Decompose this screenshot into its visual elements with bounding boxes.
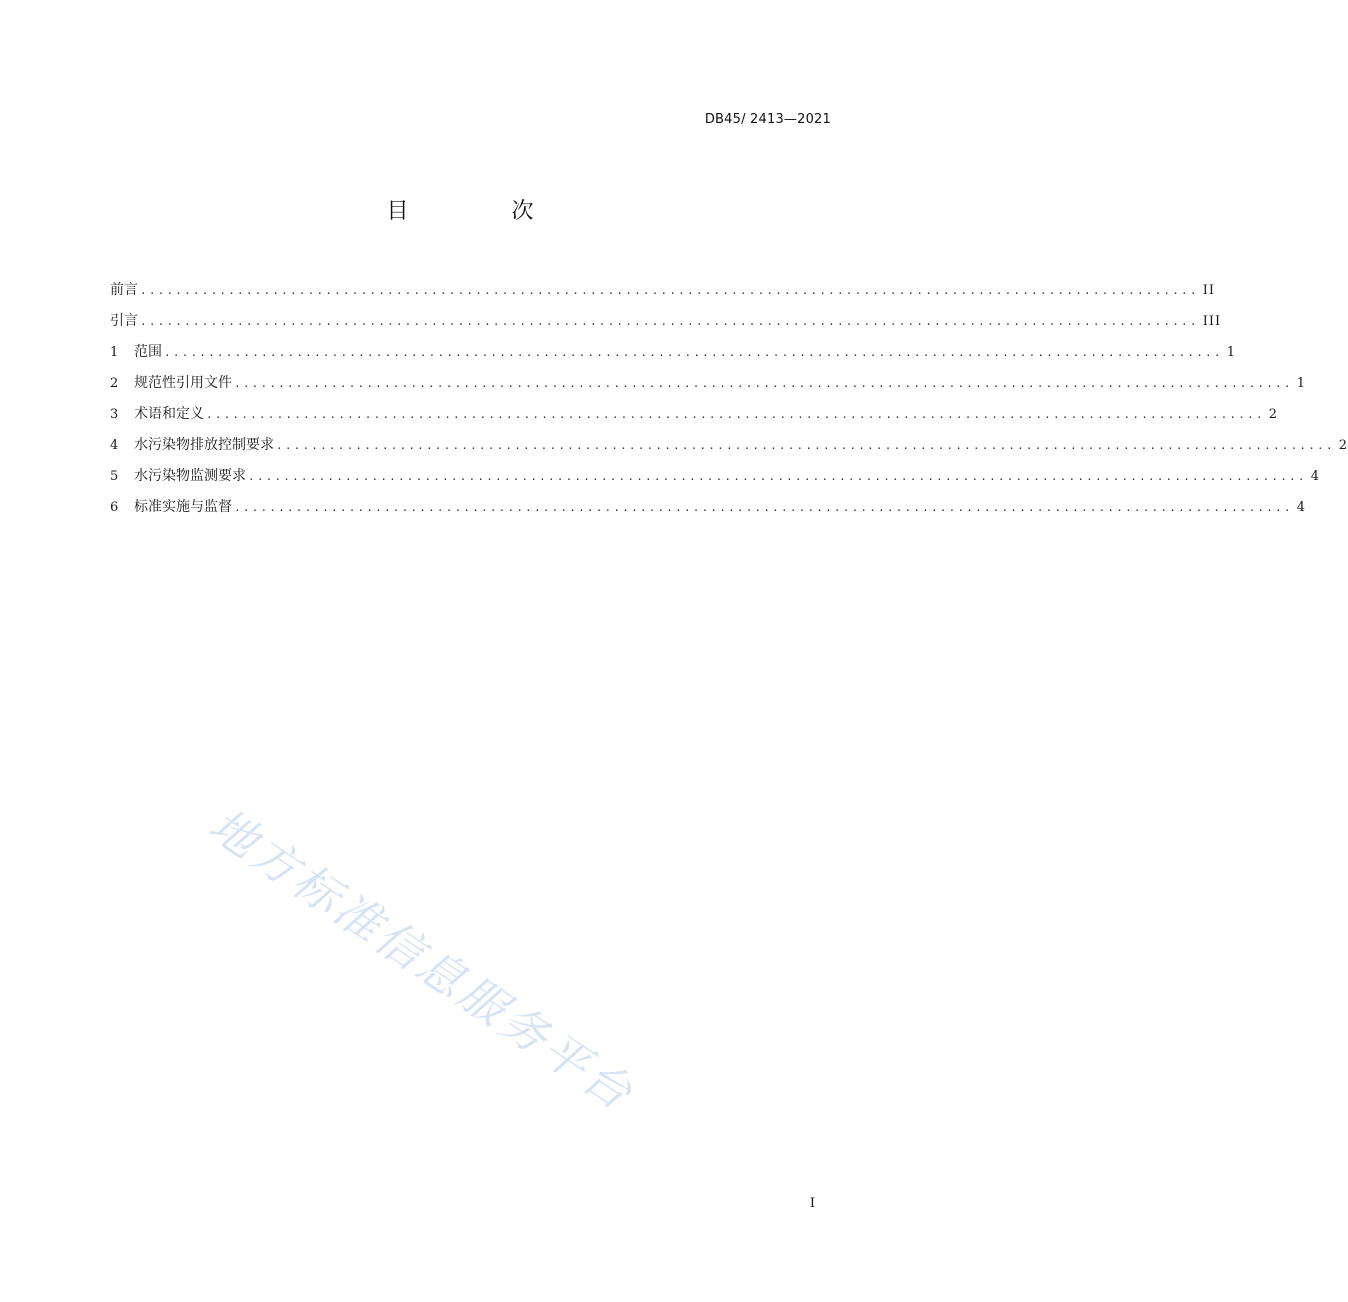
toc-entry-terms-definitions[interactable] — [110, 404, 1278, 435]
toc-entry-label: 水污染物排放控制要求 — [134, 437, 274, 453]
toc-entry-page: III — [1202, 314, 1222, 329]
document-code: DB45/ 2413—2021 — [704, 112, 831, 127]
toc-entry-page: II — [1202, 283, 1215, 298]
toc-leader-dots: ........................................................................................................................ — [140, 284, 1199, 297]
watermark: 地方标准信息服务平台 — [199, 797, 645, 1122]
toc-entry-page: 1 — [1226, 345, 1236, 360]
toc-entry-scope[interactable] — [110, 342, 1236, 373]
toc-entry-page: 2 — [1268, 407, 1278, 422]
toc-leader-dots: ........................................................................................................................ — [234, 377, 1293, 390]
page-number: I — [809, 1196, 815, 1211]
toc-entry-monitoring[interactable] — [110, 466, 1320, 497]
toc-entry-number: 4 — [110, 438, 119, 453]
toc-entry-label: 引言 — [110, 313, 138, 329]
toc-leader-dots: ........................................................................................................................ — [248, 470, 1307, 483]
toc-entry-page: 2 — [1338, 438, 1348, 453]
table-of-contents — [110, 280, 1348, 528]
toc-entry-number: 1 — [110, 345, 119, 360]
toc-leader-dots: ........................................................................................................................ — [206, 408, 1265, 421]
toc-entry-normative-references[interactable] — [110, 373, 1306, 404]
toc-leader-dots: ........................................................................................................................ — [276, 439, 1335, 452]
toc-entry-discharge-control[interactable] — [110, 435, 1348, 466]
toc-entry-implementation[interactable] — [110, 497, 1306, 528]
toc-leader-dots: ........................................................................................................................ — [164, 346, 1223, 359]
toc-entry-label: 水污染物监测要求 — [134, 468, 246, 484]
toc-entry-page: 1 — [1296, 376, 1306, 391]
toc-title: 目 次 — [386, 199, 582, 224]
toc-entry-number: 3 — [110, 407, 119, 422]
toc-entry-label: 标准实施与监督 — [134, 499, 232, 515]
toc-entry-page: 4 — [1310, 469, 1320, 484]
toc-entry-label: 前言 — [110, 282, 138, 298]
toc-entry-number: 6 — [110, 500, 119, 515]
toc-entry-label: 规范性引用文件 — [134, 375, 232, 391]
toc-leader-dots: ........................................................................................................................ — [140, 315, 1199, 328]
toc-entry-foreword[interactable] — [110, 280, 1215, 311]
toc-leader-dots: ........................................................................................................................ — [234, 501, 1293, 514]
toc-entry-page: 4 — [1296, 500, 1306, 515]
toc-entry-number: 5 — [110, 469, 119, 484]
toc-entry-number: 2 — [110, 376, 119, 391]
toc-entry-label: 范围 — [134, 344, 162, 360]
toc-entry-introduction[interactable] — [110, 311, 1222, 342]
toc-entry-label: 术语和定义 — [134, 406, 204, 422]
